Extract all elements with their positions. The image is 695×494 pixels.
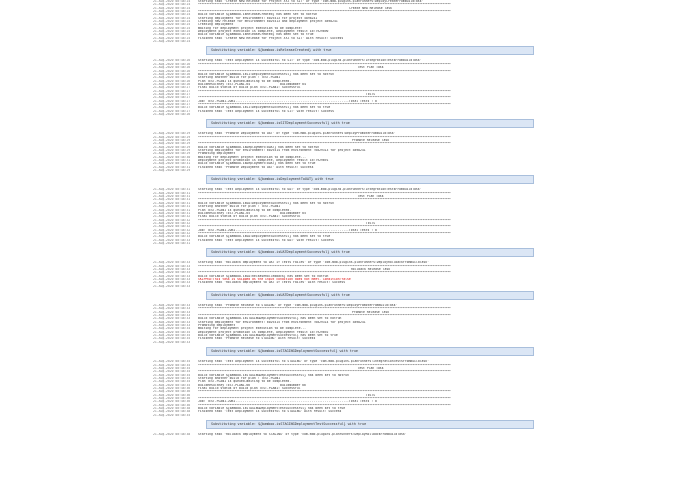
log-timestamp: 21-Aug-2020 00:48:31 xyxy=(153,211,191,215)
log-message: Starting task 'Promote Deployment to UAT' of type 'com.mdb.plugins.planrunners:DeployPromoteFromBuildTask' xyxy=(198,132,396,136)
blank-line xyxy=(153,414,543,417)
log-message: Build variable ${bamboo.isUATDeploymentSuccessful} has been set to true xyxy=(198,235,331,239)
log-message xyxy=(198,285,543,288)
log-timestamp: 21-Aug-2020 00:48:31 xyxy=(153,191,191,195)
log-message: Deployment project promotion is complete, Deployment result id:7929891 xyxy=(198,159,329,163)
log-message: Finished task 'Rollback deployment to UAT if Tests Failes' with result: Success xyxy=(198,281,346,285)
log-message: Finished task 'Test Deployment is Successful to UAT' with result: Success xyxy=(198,238,334,242)
log-timestamp: 21-Aug-2020 00:48:27 xyxy=(153,86,191,90)
log-timestamp: 21-Aug-2020 00:48:33 xyxy=(153,320,191,324)
log-message: Plan TEST-PLAN1 is queued.Waiting to be completed. xyxy=(198,79,292,83)
log-timestamp: 21-Aug-2020 00:48:27 xyxy=(153,109,191,113)
log-message: Starting task 'Rollback deployment to STAGING' of type 'com.mdb.plugins.planrunners:DeployRollbackFromBuildTask' xyxy=(198,433,407,436)
log-message: ******************************************************************************************************************************************************** xyxy=(198,363,451,367)
log-message: ******************************************************************************************************************************************************** xyxy=(198,271,451,275)
log-message: Build variable ${bamboo.isSTAGINGDeploymentSuccessful} has been set to true xyxy=(198,334,338,338)
log-message: ******************************************************************************************************************************************************** xyxy=(198,69,451,73)
log-message: Finished task 'Create New Release for Project XYZ to SIT' with result: Success xyxy=(198,36,344,40)
log-timestamp: 21-Aug-2020 00:48:33 xyxy=(153,235,191,239)
log-message: Starting deployment for environment: 6029315 from environment :6029314 for project 5898241 xyxy=(198,320,366,324)
log-timestamp: 21-Aug-2020 00:48:33 xyxy=(153,340,191,344)
log-message xyxy=(198,242,543,245)
log-message: ******************************************************************************************************************************************************** xyxy=(198,231,451,235)
log-message: Build variable ${bamboo.isDeploymentToUAT} has been set to notrun xyxy=(198,145,320,149)
log-message: Creating new release for environment 6029313 and deployment project 5898241 xyxy=(198,20,338,24)
log-message: ******************************************************************************************************************************************************** xyxy=(198,142,451,146)
log-timestamp: 21-Aug-2020 00:48:29 xyxy=(153,142,191,146)
log-message: Promoting deployment xyxy=(198,324,236,328)
log-message: SKIPPED:This task is skipped as the input condition does not meet. Condition:false xyxy=(198,278,351,281)
blank-line xyxy=(153,169,543,172)
log-message: ******************************************************************************************************************************************************** xyxy=(198,396,451,400)
log-message: ******************************************************************************************************************************************************** xyxy=(198,403,451,407)
log-timestamp: 21-Aug-2020 00:48:38 xyxy=(153,406,191,410)
log-timestamp: 21-Aug-2020 00:48:29 xyxy=(153,145,191,149)
log-message: Build variable ${bamboo.isSITDeploymentSuccessful} has been set to notrun xyxy=(198,72,334,76)
log-message: Job: TEST-PLAN1-JOB1.............................................................Total Tests : 0 xyxy=(198,228,377,232)
log-timestamp: 21-Aug-2020 00:48:29 xyxy=(153,132,191,136)
log-timestamp: 21-Aug-2020 00:48:33 xyxy=(153,284,191,288)
blank-line xyxy=(153,341,543,344)
log-timestamp: 21-Aug-2020 00:48:36 xyxy=(153,390,191,394)
log-timestamp: 21-Aug-2020 00:48:31 xyxy=(153,208,191,212)
log-message: Waiting for deployment project execution to be complete: xyxy=(198,26,303,30)
log-message: Deployment project promotion is complete, Deployment result id:7929892 xyxy=(198,330,329,334)
log-timestamp: 21-Aug-2020 00:48:33 xyxy=(153,310,191,314)
log-timestamp: 21-Aug-2020 00:48:26 xyxy=(153,66,191,70)
log-message: Starting task 'Test Deployment is Successful to SIT' of type 'com.mdb.plugins.planrunners:IntegrationTestsFromBuildTask' xyxy=(198,59,422,63)
log-timestamp: 21-Aug-2020 00:48:33 xyxy=(153,238,191,242)
log-message: ******************************************************************************************************************************************************** xyxy=(198,135,451,139)
log-message: ******************************************************************************************************************************************************** xyxy=(198,62,451,66)
log-message: Final build status of build plan TEST-PLAN1: Successful xyxy=(198,386,301,390)
log-message: Build variable ${bamboo.isDeploymentToUAT} has been set to true xyxy=(198,162,316,166)
log-timestamp: 21-Aug-2020 00:48:36 xyxy=(153,400,191,404)
log-timestamp: 21-Aug-2020 00:48:31 xyxy=(153,195,191,199)
log-message: Test Plan Task xyxy=(357,66,384,70)
log-timestamp: 21-Aug-2020 00:48:25 xyxy=(153,33,191,37)
log-timestamp: 21-Aug-2020 00:48:38 xyxy=(153,410,191,414)
log-message: Finished task 'Test Deployment is Successful to SIT' with result: Success xyxy=(198,109,334,113)
log-timestamp: 21-Aug-2020 00:48:36 xyxy=(153,386,191,390)
log-timestamp: 21-Aug-2020 00:48:27 xyxy=(153,99,191,103)
log-message: Finished task 'Promote Deployment to UAT' with result: Success xyxy=(198,165,314,169)
substitution-notice: Substituting variable: ${bamboo.isDeploymentToUAT} with true xyxy=(206,175,534,184)
log-timestamp: 21-Aug-2020 00:48:26 xyxy=(153,82,191,86)
log-message: Starting another build for plan : TEST-PLAN1 xyxy=(198,205,280,209)
log-message: Creating deployment xyxy=(198,23,234,27)
log-message: Create New Release Task xyxy=(349,6,392,10)
log-timestamp: 21-Aug-2020 00:48:25 xyxy=(153,26,191,30)
log-timestamp: 21-Aug-2020 00:48:33 xyxy=(153,274,191,278)
log-timestamp: 21-Aug-2020 00:48:25 xyxy=(153,36,191,40)
log-timestamp: 21-Aug-2020 00:48:24 xyxy=(153,20,191,24)
task-start-line xyxy=(153,433,543,436)
log-timestamp: 21-Aug-2020 00:48:27 xyxy=(153,89,191,93)
log-message: Build variable ${bamboo.isSTAGINGDeploymentSuccessful} has been set to notrun xyxy=(198,317,342,321)
log-timestamp: 21-Aug-2020 00:48:24 xyxy=(153,16,191,20)
log-message xyxy=(198,341,543,344)
log-message: Test Plan Task xyxy=(357,195,384,199)
log-timestamp: 21-Aug-2020 00:48:26 xyxy=(153,72,191,76)
log-timestamp: 21-Aug-2020 00:48:31 xyxy=(153,162,191,166)
log-message: Starting task 'Test Deployment is Successful to STAGING' of type 'com.mdb.plugins.planrunners:IntegrationTestsFromBuildTask' xyxy=(198,360,429,364)
log-timestamp: 21-Aug-2020 00:48:31 xyxy=(153,159,191,163)
log-timestamp: 21-Aug-2020 00:48:33 xyxy=(153,264,191,268)
log-message: Starting task 'Rollback deployment to UAT if Tests Failes' of type 'com.mdb.plugins.planrunners:DeployRollbackFromBuildTask' xyxy=(198,261,429,265)
log-timestamp: 21-Aug-2020 00:48:26 xyxy=(153,59,191,63)
log-message: Deployment project execution is complete, Deployment result id:7929890 xyxy=(198,30,329,34)
log-message: Starting task 'Create New Release for Project XYZ to SIT' of type 'com.mdb.plugins.planrunners:DeployCreateFromBuildTask' xyxy=(198,0,424,3)
log-message: ******************************************************************************************************************************************************** xyxy=(198,314,451,318)
log-timestamp: 21-Aug-2020 00:48:33 xyxy=(153,317,191,321)
log-message: Build variable ${bamboo.isUATReleaseRolledBack} has been set to notrun xyxy=(198,274,329,278)
log-message: Build variable ${bamboo.isSTAGINGDeploymentTestSuccessful} has been set to true xyxy=(198,406,346,410)
log-message: ******************************************************************************************************************************************************** xyxy=(198,370,451,374)
log-timestamp: 21-Aug-2020 00:48:29 xyxy=(153,149,191,153)
log-message: Finished task 'Test Deployment is Successful to STAGING' with result: Success xyxy=(198,410,342,414)
log-timestamp: 21-Aug-2020 00:48:27 xyxy=(153,92,191,96)
log-message: Promote Release Task xyxy=(351,139,390,142)
log-message: ******************************************************************************************************************************************************** xyxy=(198,10,451,14)
log-timestamp: 21-Aug-2020 00:48:35 xyxy=(153,366,191,370)
log-message: Promoting deployment xyxy=(198,152,236,156)
log-timestamp: 21-Aug-2020 00:48:35 xyxy=(153,380,191,384)
log-message xyxy=(198,40,543,43)
log-timestamp: 21-Aug-2020 00:48:27 xyxy=(153,102,191,106)
log-timestamp: 21-Aug-2020 00:48:24 xyxy=(153,3,191,7)
log-message: Starting task 'Promote Release to STAGING' of type 'com.mdb.plugins.planrunners:DeployPromoteFromBuildTask' xyxy=(198,304,398,308)
log-timestamp: 21-Aug-2020 00:48:29 xyxy=(153,169,191,173)
log-message: Plan TEST-PLAN1 is queued.Waiting to be completed. xyxy=(198,380,292,384)
log-timestamp: 21-Aug-2020 00:48:33 xyxy=(153,271,191,275)
log-message: Job: TEST-PLAN1-JOB1.............................................................Total Tests : 0 xyxy=(198,400,377,404)
log-message: ******************************************************************************************************************************************************** xyxy=(198,390,451,394)
log-message: Plan TEST-PLAN1 is queued.Waiting to be completed. xyxy=(198,208,292,212)
log-timestamp: 21-Aug-2020 00:48:32 xyxy=(153,215,191,219)
log-timestamp: 21-Aug-2020 00:48:26 xyxy=(153,76,191,80)
blank-line xyxy=(153,113,543,116)
substitution-notice: Substituting variable: ${bamboo.isSTAGINGDeploymentTestSuccessful} with true xyxy=(206,420,534,429)
log-timestamp: 21-Aug-2020 00:48:33 xyxy=(153,267,191,271)
log-timestamp: 21-Aug-2020 00:48:33 xyxy=(153,304,191,308)
log-message xyxy=(198,414,543,417)
log-timestamp: 21-Aug-2020 00:48:32 xyxy=(153,225,191,229)
log-timestamp: 21-Aug-2020 00:48:36 xyxy=(153,403,191,407)
log-timestamp: 21-Aug-2020 00:48:26 xyxy=(153,69,191,73)
log-message: Build variable ${bamboo.isSITDeploymentSuccessful} has been set to true xyxy=(198,106,331,110)
log-timestamp: 21-Aug-2020 00:48:35 xyxy=(153,370,191,374)
log-timestamp: 21-Aug-2020 00:48:33 xyxy=(153,307,191,311)
log-timestamp: 21-Aug-2020 00:48:29 xyxy=(153,152,191,156)
log-message: TESTS xyxy=(365,221,376,225)
log-message: ******************************************************************************************************************************************************** xyxy=(198,264,451,268)
substitution-notice: Substituting variable: ${bamboo.isSITDeploymentSuccessful} with true xyxy=(206,119,534,128)
log-message: BuildResultKey TEST-PLAN1-66 BuildNumber 66 xyxy=(198,383,307,387)
build-log xyxy=(153,0,543,436)
log-timestamp: 21-Aug-2020 00:48:32 xyxy=(153,221,191,225)
log-timestamp: 21-Aug-2020 00:48:35 xyxy=(153,334,191,338)
log-timestamp: 21-Aug-2020 00:48:29 xyxy=(153,135,191,139)
log-timestamp: 21-Aug-2020 00:48:38 xyxy=(153,433,191,436)
log-message: Job: TEST-PLAN1-JOB1.............................................................Total Tests : 0 xyxy=(198,99,377,103)
log-message: Promote Release Task xyxy=(351,310,390,314)
log-message: Build variable ${bamboo.isSTAGINGDeploymentTestSuccessful} has been set to notrun xyxy=(198,373,349,377)
log-message: Starting another build for plan : TEST-PLAN1 xyxy=(198,76,280,80)
log-message: ******************************************************************************************************************************************************** xyxy=(198,225,451,229)
log-message: Waiting for deployment project execution to be complete... xyxy=(198,155,307,159)
log-timestamp: 21-Aug-2020 00:48:35 xyxy=(153,373,191,377)
log-message: Starting deployment for environment: 6029313 for project 5898241 xyxy=(198,16,318,20)
log-timestamp: 21-Aug-2020 00:48:31 xyxy=(153,205,191,209)
log-timestamp: 21-Aug-2020 00:48:35 xyxy=(153,413,191,417)
log-timestamp: 21-Aug-2020 00:48:27 xyxy=(153,106,191,110)
log-timestamp: 21-Aug-2020 00:48:33 xyxy=(153,324,191,328)
log-timestamp: 21-Aug-2020 00:48:34 xyxy=(153,327,191,331)
log-timestamp: 21-Aug-2020 00:48:26 xyxy=(153,79,191,83)
log-timestamp: 21-Aug-2020 00:48:35 xyxy=(153,360,191,364)
substitution-notice: Substituting variable: ${bamboo.isSTAGINGDeploymentSuccessful} with true xyxy=(206,347,534,356)
log-timestamp: 21-Aug-2020 00:48:32 xyxy=(153,231,191,235)
substitution-notice: Substituting variable: ${bamboo.isReleaseCreated} with true xyxy=(206,46,534,55)
log-timestamp: 21-Aug-2020 00:48:29 xyxy=(153,139,191,142)
log-message: ******************************************************************************************************************************************************** xyxy=(198,218,451,222)
log-timestamp: 21-Aug-2020 00:48:33 xyxy=(153,261,191,265)
log-timestamp: 21-Aug-2020 00:48:35 xyxy=(153,363,191,367)
log-timestamp: 21-Aug-2020 00:48:24 xyxy=(153,13,191,17)
log-timestamp: 21-Aug-2020 00:48:35 xyxy=(153,330,191,334)
log-message: Rollback Release Task xyxy=(350,267,391,271)
log-timestamp: 21-Aug-2020 00:48:26 xyxy=(153,62,191,66)
log-message: ******************************************************************************************************************************************************** xyxy=(198,191,451,195)
substitution-notice: Substituting variable: ${bamboo.isUATDeploymentSuccessful} with true xyxy=(206,248,534,257)
log-timestamp: 21-Aug-2020 00:48:36 xyxy=(153,393,191,397)
log-message: Build variable ${bamboo.isUATDeploymentSuccessful} has been set to notrun xyxy=(198,201,334,205)
log-timestamp: 21-Aug-2020 00:48:36 xyxy=(153,396,191,400)
log-timestamp: 21-Aug-2020 00:48:32 xyxy=(153,218,191,222)
log-timestamp: 21-Aug-2020 00:48:31 xyxy=(153,241,191,245)
log-timestamp: 21-Aug-2020 00:48:24 xyxy=(153,6,191,10)
log-message: Final build status of build plan TEST-PLAN1: Successful xyxy=(198,215,301,219)
log-timestamp: 21-Aug-2020 00:48:35 xyxy=(153,383,191,387)
log-timestamp: 21-Aug-2020 00:48:24 xyxy=(153,40,191,44)
log-message: Starting another build for plan : TEST-PLAN1 xyxy=(198,376,280,380)
log-message: ******************************************************************************************************************************************************** xyxy=(198,198,451,202)
blank-line xyxy=(153,285,543,288)
log-timestamp: 21-Aug-2020 00:48:31 xyxy=(153,188,191,192)
log-timestamp: 21-Aug-2020 00:48:31 xyxy=(153,198,191,202)
log-timestamp: 21-Aug-2020 00:48:31 xyxy=(153,165,191,169)
log-message: Starting task 'Test Deployment is Successful to UAT' of type 'com.mdb.plugins.planrunners:IntegrationTestsFromBuildTask' xyxy=(198,188,422,192)
log-message: Starting deployment for environment: 6029314 from environment :6029313 for project 5898241 xyxy=(198,149,366,153)
log-message: Final build status of build plan TEST-PLAN1: Successful xyxy=(198,86,301,90)
log-message: Test Plan Task xyxy=(357,366,384,370)
log-message: ******************************************************************************************************************************************************** xyxy=(198,102,451,106)
log-timestamp: 21-Aug-2020 00:48:25 xyxy=(153,23,191,27)
log-message: TESTS xyxy=(365,393,376,397)
log-timestamp: 21-Aug-2020 00:48:35 xyxy=(153,376,191,380)
blank-line xyxy=(153,242,543,245)
log-timestamp: 21-Aug-2020 00:48:24 xyxy=(153,0,191,3)
log-message: Waiting for deployment project execution to be complete... xyxy=(198,327,307,331)
blank-line xyxy=(153,40,543,43)
log-timestamp: 21-Aug-2020 00:48:33 xyxy=(153,278,191,281)
log-message: Finished task 'Promote Release to STAGING' with result: Success xyxy=(198,337,316,341)
log-message: ******************************************************************************************************************************************************** xyxy=(198,3,451,7)
log-timestamp: 21-Aug-2020 00:48:24 xyxy=(153,10,191,14)
log-message: TESTS xyxy=(365,92,376,96)
log-message: ******************************************************************************************************************************************************** xyxy=(198,307,451,311)
log-message: BuildResultKey TEST-PLAN1-65 BuildNumber 65 xyxy=(198,211,307,215)
substitution-notice: Substituting variable: ${bamboo.isUATDeploymentSuccessful} with true xyxy=(206,291,534,300)
log-timestamp: 21-Aug-2020 00:48:35 xyxy=(153,337,191,341)
log-message xyxy=(198,169,543,172)
log-timestamp: 21-Aug-2020 00:48:26 xyxy=(153,112,191,116)
log-message: BuildResultKey TEST-PLAN1-64 BuildNumber 64 xyxy=(198,82,307,86)
log-timestamp: 21-Aug-2020 00:48:31 xyxy=(153,201,191,205)
log-message: Build variable ${bamboo.isReleaseCreated} has been set to true xyxy=(198,33,314,37)
log-message: Build variable ${bamboo.isReleaseCreated} has been set to notrun xyxy=(198,13,318,17)
log-timestamp: 21-Aug-2020 00:48:32 xyxy=(153,228,191,232)
log-timestamp: 21-Aug-2020 00:48:33 xyxy=(153,281,191,285)
log-timestamp: 21-Aug-2020 00:48:33 xyxy=(153,314,191,318)
log-timestamp: 21-Aug-2020 00:48:30 xyxy=(153,155,191,159)
log-timestamp: 21-Aug-2020 00:48:25 xyxy=(153,30,191,34)
log-message: ******************************************************************************************************************************************************** xyxy=(198,96,451,100)
log-message xyxy=(198,113,543,116)
log-message: ******************************************************************************************************************************************************** xyxy=(198,89,451,93)
log-timestamp: 21-Aug-2020 00:48:27 xyxy=(153,96,191,100)
